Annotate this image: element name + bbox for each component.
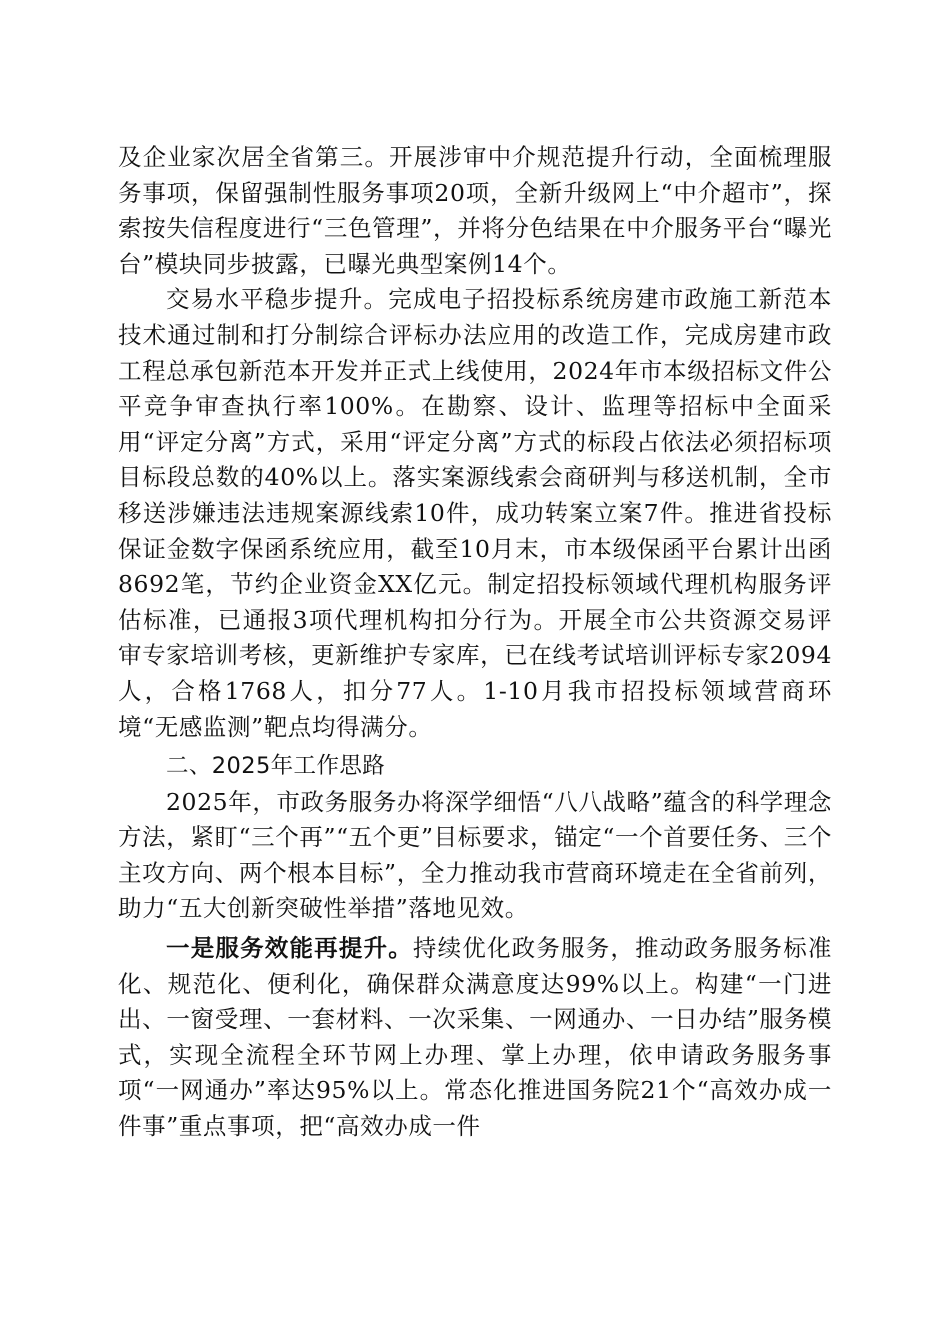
paragraph-2025-overview: 2025年，市政务服务办将深学细悟“八八战略”蕴含的科学理念方法，紧盯“三个再”“五个更”目标要求，锚定“一个首要任务、三个主攻方向、两个根本目标”，全力推动我市营商环境走在全省前列，助力“五大创新突破性举措”落地见效。 bbox=[118, 787, 832, 923]
paragraph-body-text: 持续优化政务服务，推动政务服务标准化、规范化、便利化，确保群众满意度达99%以上。构建“一门进出、一窗受理、一套材料、一次采集、一网通办、一日办结”服务模式，实现全流程全环节网上办理、掌上办理，依申请政务服务事项“一网通办”率达95%以上。常态化推进国务院21个“高效办成一件事”重点事项，把“高效办成一件 bbox=[118, 934, 833, 1141]
document-body bbox=[118, 140, 832, 1145]
section-heading: 二、2025年工作思路 bbox=[166, 753, 386, 780]
paragraph-service-efficiency bbox=[118, 931, 832, 1145]
paragraph-continuation: 及企业家次居全省第三。开展涉审中介规范提升行动，全面梳理服务事项，保留强制性服务事项20项，全新升级网上“中介超市”，探索按失信程度进行“三色管理”，并将分色结果在中介服务平台“曝光台”模块同步披露，已曝光典型案例14个。 bbox=[118, 143, 832, 278]
paragraph-trading-level: 交易水平稳步提升。完成电子招投标系统房建市政施工新范本技术通过制和打分制综合评标办法应用的改造工作，完成房建市政工程总承包新范本开发并正式上线使用，2024年市本级招标文件公平竞争审查执行率100%。在勘察、设计、监理等招标中全面采用“评定分离”方式，采用“评定分离”方式的标段占依法必须招标项目标段总数的40%以上。落实案源线索会商研判与移送机制，全市移送涉嫌违法违规案源线索10件，成功转案立案7件。推进省投标保证金数字保函系统应用，截至10月末，市本级保函平台累计出函8692笔，节约企业资金XX亿元。制定招投标领域代理机构服务评估标准，已通报3项代理机构扣分行为。开展全市公共资源交易评审专家培训考核，更新维护专家库，已在线考试培训评标专家2094人，合格1768人，扣分77人。1-10月我市招投标领域营商环境“无感监测”靶点均得满分。 bbox=[118, 285, 832, 741]
paragraph-lead-text: 一是服务效能再提升。 bbox=[166, 934, 413, 963]
